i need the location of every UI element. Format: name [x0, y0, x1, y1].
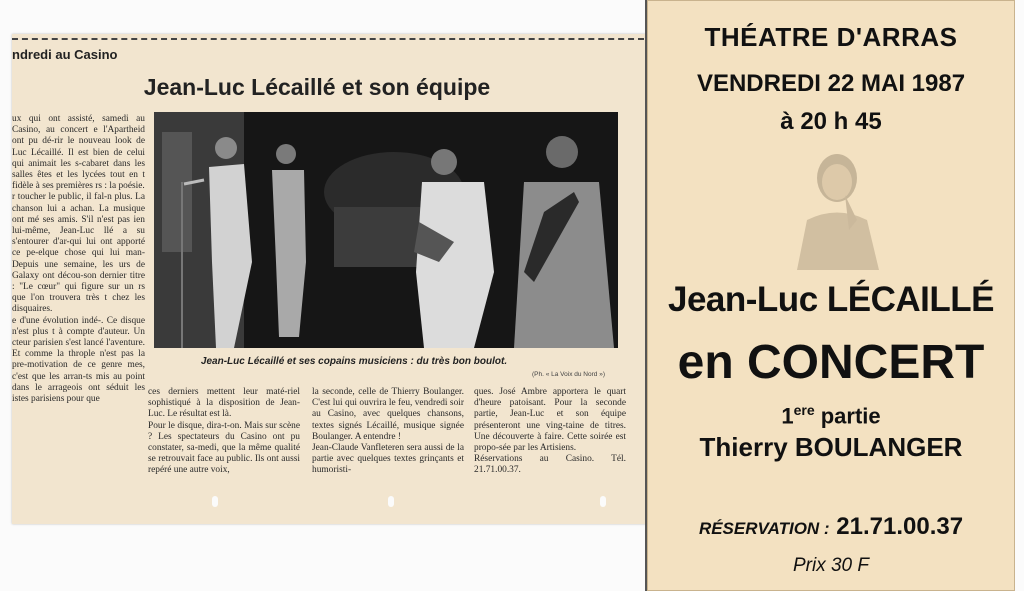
- article-column-2: ces derniers mettent leur maté-riel sophistiqué à la disposition de Jean-Luc. Le résultat est là. Pour le disque, dira-t-on. Mais sur scène ? Les spectateurs du Casino ont pu constater, sa-medi, que la même qualité se retrouvait face au public. Ils ont aussi repéré une autre voix,: [148, 387, 300, 476]
- newspaper-clipping: [12, 34, 652, 524]
- poster-venue: THÉATRE D'ARRAS: [704, 22, 958, 52]
- top-rule: [12, 38, 644, 40]
- section-kicker: ndredi au Casino: [12, 47, 118, 62]
- artist-portrait: [787, 150, 887, 270]
- concert-poster: [645, 0, 1015, 591]
- first-part-suffix: ere: [793, 402, 815, 418]
- first-part-number: 1: [781, 403, 794, 429]
- article-column-4: ques. José Ambre apportera le quart d'heure patoisant. Pour la seconde partie, Jean-Luc et son équipe présenteront une ving-taine de titres. Une découverte à faire. Cette soirée est propo-sée par les Artisiens. Réservations au Casino. Tél. 21.71.00.37.: [474, 387, 626, 476]
- article-column-3: la seconde, celle de Thierry Boulanger. C'est lui qui ouvrira le feu, vendredi soir au Casino, avec quelques chansons, textes signés Lécaillé, musique signée Boulanger. A entendre ! Jean-Claude Vanfleteren sera aussi de la partie avec quelques textes grinçants et humoristi-: [312, 387, 464, 476]
- poster-concert: en CONCERT: [677, 336, 985, 389]
- reservation-label: RÉSERVATION :: [698, 519, 830, 538]
- poster-opening-artist: Thierry BOULANGER: [699, 432, 963, 462]
- photo-caption: Jean-Luc Lécaillé et ses copains musiciens : du très bon boulot.: [200, 356, 508, 367]
- article-column-1: ux qui ont assisté, samedi au Casino, au concert e l'Apartheid ont pu dé-rir le nouveau look de Luc Lécaillé. Il est bien de celui qui animait les s-cabaret dans les salles êtes et les lycées tout en t fidèle à ses premières rs : la poésie. r toucher le public, il fal-n plus. La chanson lui a achan. La musique ont mé ses amis. S'il n'est pas ien lui-même, Jean-Luc llé a su s'entourer d'ar-qui lui ont apporté ce pe-elque chose qui lui man-Depuis une semaine, les urs de Galaxy ont décou-son dernier titre : "Le cœur" qui figure sur un rs que l'on trouvera très t chez les disquaires. e d'une évolution indé-. Ce disque n'est plus t à compte d'auteur. Un cteur parisien s'est lancé l'aventure. Et comme la throple n'est pas la pre-motivation de ce genre mes, c'est que les arran-ts mis au point dans le arrageois ont séduit les istes parisiens pour que: [12, 114, 145, 405]
- poster-reservation: [647, 513, 1015, 541]
- first-part-word: partie: [820, 403, 881, 429]
- poster-artist: Jean-Luc LÉCAILLÉ: [668, 280, 994, 319]
- staple-hole: [388, 496, 394, 507]
- band-photo: [154, 112, 618, 348]
- poster-price: Prix 30 F: [792, 555, 870, 576]
- photo-credit: (Ph. « La Voix du Nord »): [532, 371, 605, 378]
- poster-time: à 20 h 45: [780, 108, 882, 135]
- poster-date: VENDREDI 22 MAI 1987: [696, 70, 966, 97]
- poster-first-part: [647, 402, 1015, 429]
- reservation-phone: 21.71.00.37: [836, 513, 964, 540]
- staple-hole: [600, 496, 606, 507]
- article-headline: Jean-Luc Lécaillé et son équipe: [143, 74, 491, 100]
- staple-hole: [212, 496, 218, 507]
- band-photo-image: [154, 112, 618, 348]
